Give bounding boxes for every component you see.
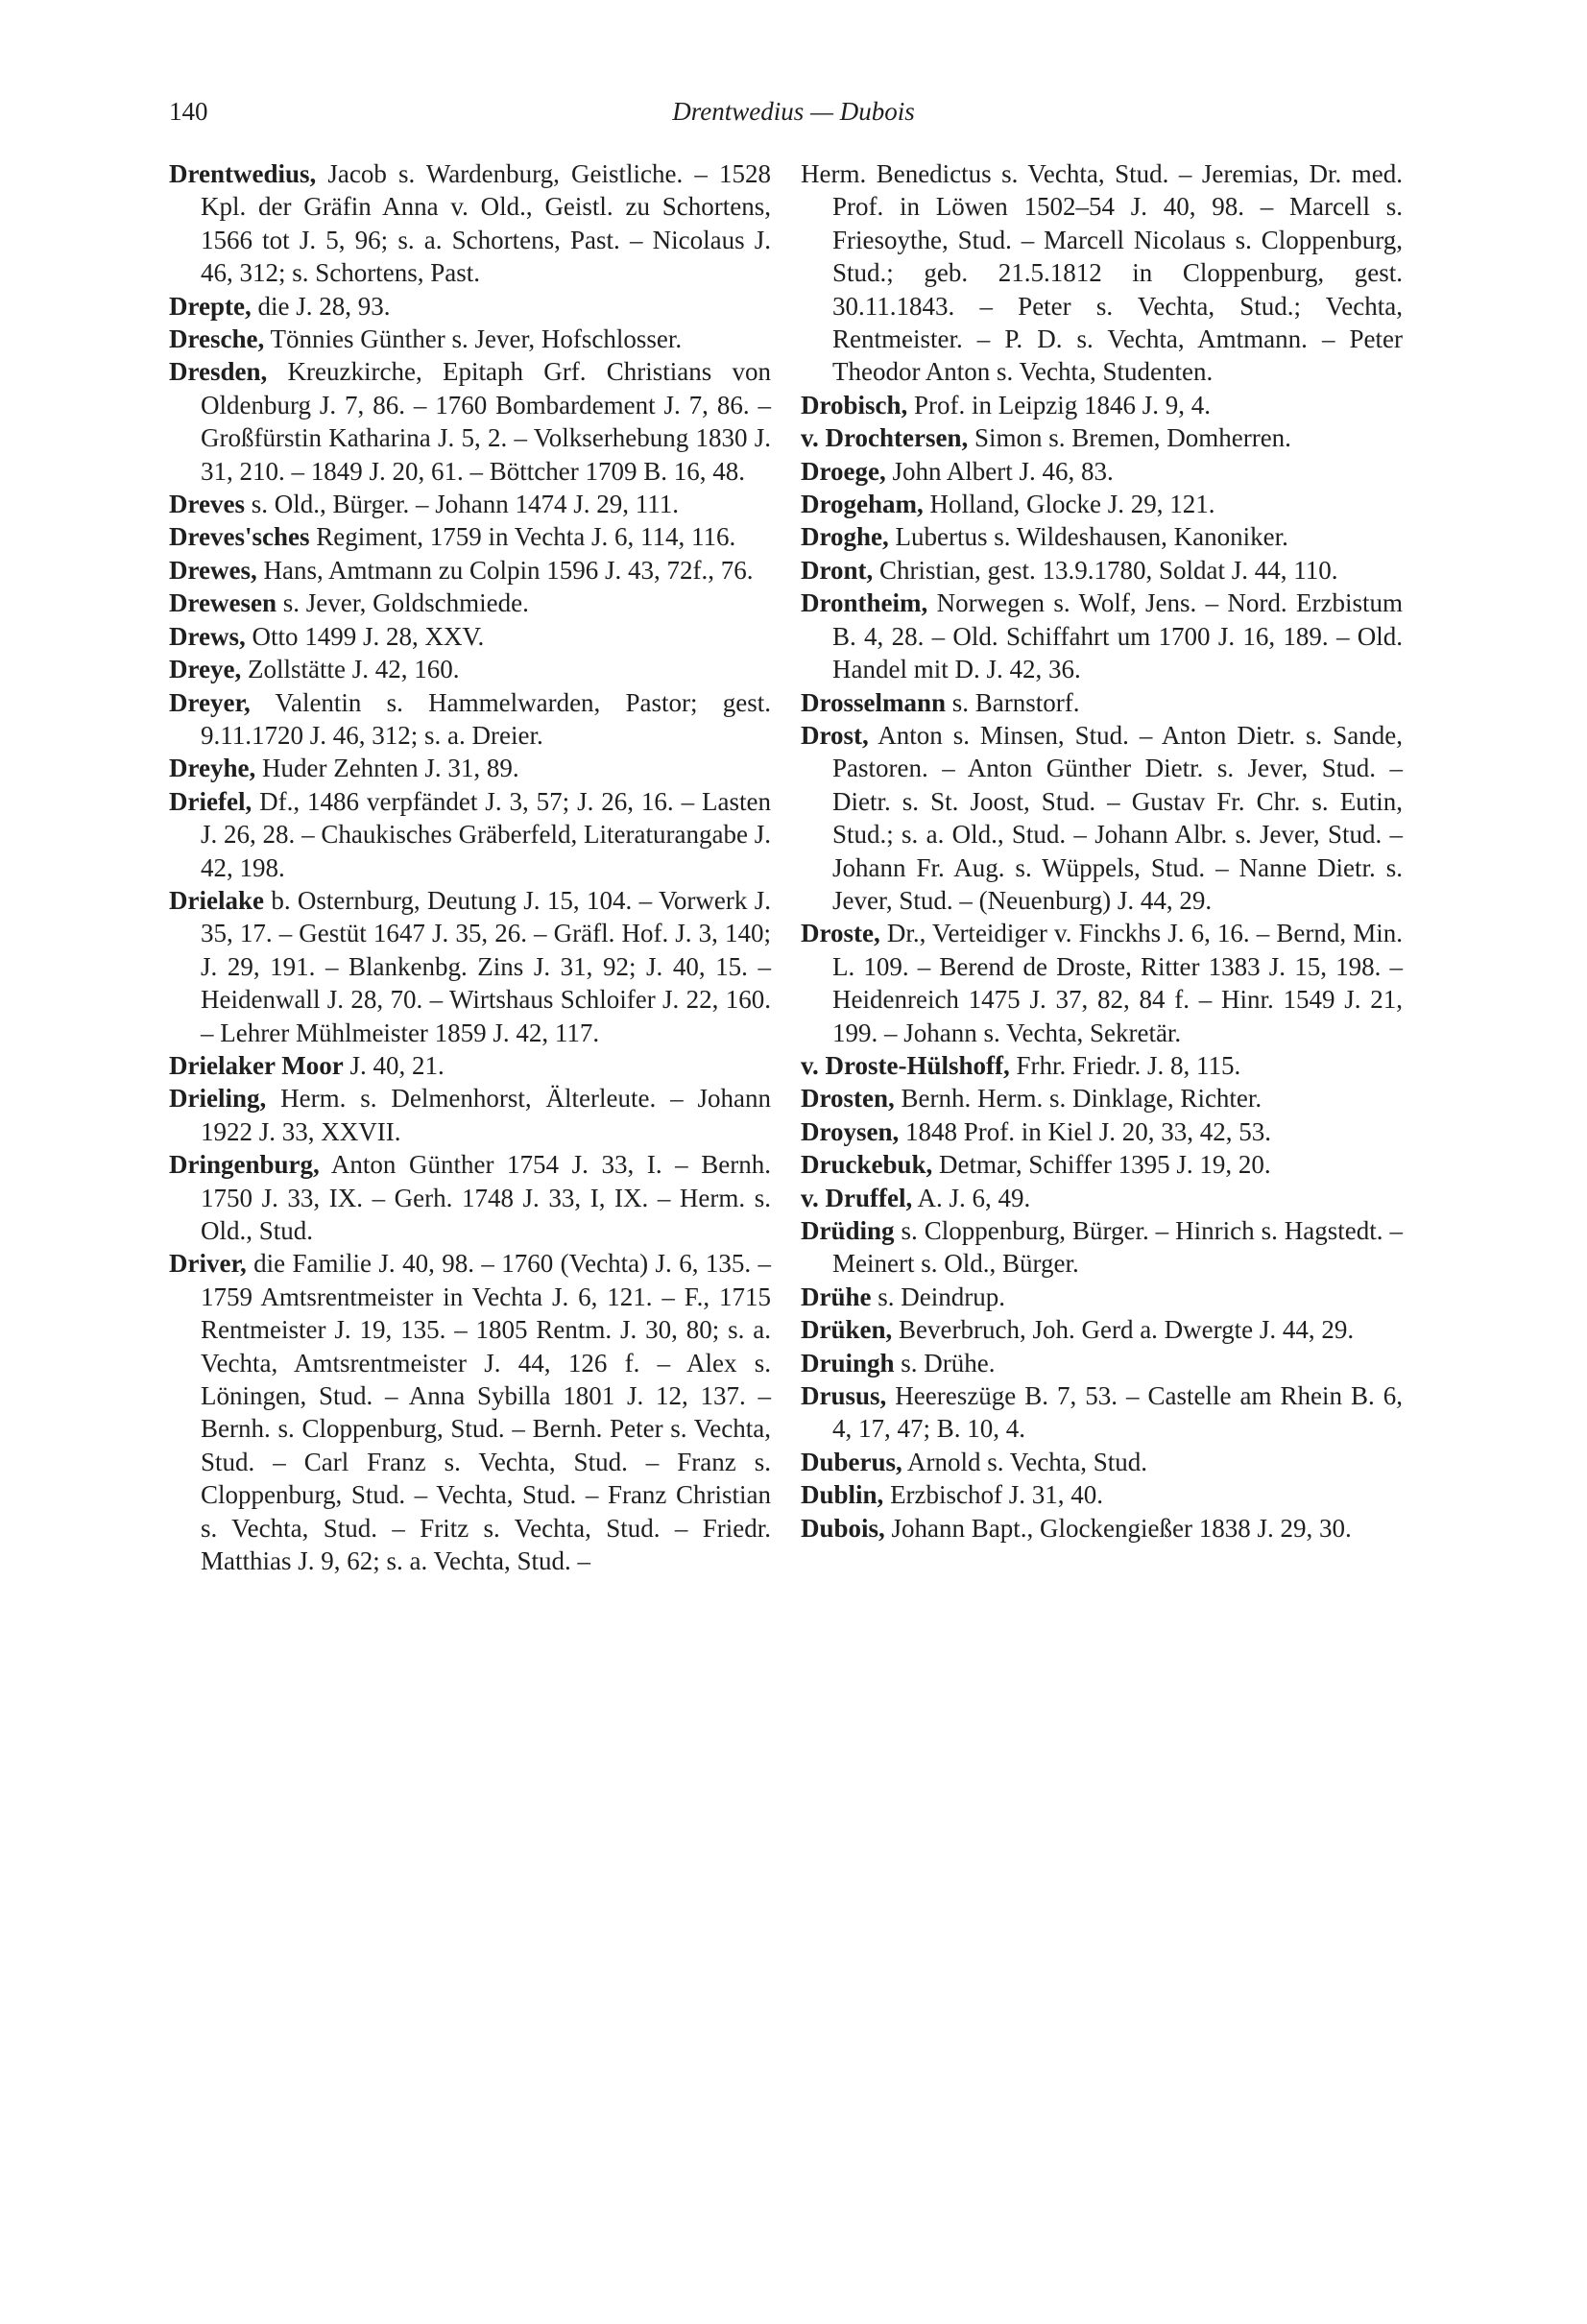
right-column — [801, 157, 1403, 1545]
index-entry — [801, 1082, 1403, 1114]
entry-keyword: Drews, — [169, 621, 246, 651]
entry-text: Kreuzkirche, Epitaph Grf. Christians von Oldenburg J. 7, 86. – 1760 Bombardement J. 7, 86. – Großfürstin Katharina J. 5, 2. – Volkserhebung 1830 J. 31, 210. – 1849 J. 20, 61. – Böttcher 1709 B. 16, 48. — [201, 357, 771, 486]
entry-text: Zollstätte J. 42, 160. — [241, 655, 460, 684]
index-entry — [801, 1049, 1403, 1082]
page-number: 140 — [169, 97, 208, 126]
entry-text: Otto 1499 J. 28, XXV. — [245, 621, 485, 651]
entry-keyword: Dreyer, — [169, 687, 251, 717]
index-entry — [169, 323, 771, 355]
entry-keyword: Dront, — [801, 555, 874, 585]
index-entry — [169, 1082, 771, 1148]
entry-keyword: Droghe, — [801, 522, 889, 552]
entry-keyword: Drielaker Moor — [169, 1050, 344, 1080]
left-column — [169, 157, 771, 1577]
entry-keyword: Droysen, — [801, 1116, 900, 1146]
entry-text: Regiment, 1759 in Vechta J. 6, 114, 116. — [309, 522, 736, 552]
index-entry — [801, 1148, 1403, 1181]
entry-text: Huder Zehnten J. 31, 89. — [255, 754, 519, 783]
entry-keyword: Drieling, — [169, 1084, 267, 1114]
entry-keyword: Dresden, — [169, 357, 268, 387]
entry-text: s. Drühe. — [894, 1348, 996, 1378]
index-entry — [169, 1049, 771, 1082]
index-entry — [169, 554, 771, 587]
index-entry — [801, 917, 1403, 1049]
entry-keyword: Drusus, — [801, 1381, 887, 1411]
index-entry — [169, 587, 771, 619]
index-entry — [801, 421, 1403, 454]
entry-text: Anton Günther 1754 J. 33, I. – Bernh. 1750 J. 33, IX. – Gerh. 1748 J. 33, I, IX. – Herm. s. Old., Stud. — [201, 1150, 771, 1245]
index-entry — [801, 587, 1403, 685]
entry-text: 1848 Prof. in Kiel J. 20, 33, 42, 53. — [899, 1116, 1272, 1146]
index-entry — [801, 520, 1403, 553]
index-entry — [801, 719, 1403, 917]
entry-text: A. J. 6, 49. — [912, 1183, 1031, 1212]
entry-text: Detmar, Schiffer 1395 J. 19, 20. — [932, 1150, 1271, 1180]
index-entry — [801, 157, 1403, 389]
entry-text: Tönnies Günther s. Jever, Hofschlosser. — [264, 324, 683, 354]
index-entry — [801, 1214, 1403, 1281]
index-entry — [801, 1347, 1403, 1379]
entry-text: Dr., Verteidiger v. Finckhs J. 6, 16. – Bernd, Min. L. 109. – Berend de Droste, Ritter 1383 J. 15, 198. – Heidenreich 1475 J. 37, 82, 84 f. – Hinr. 1549 J. 21, 199. – Johann s. Vechta, Sekretär. — [832, 919, 1403, 1047]
entry-text: s. Jever, Goldschmiede. — [276, 588, 529, 618]
index-entry — [801, 1379, 1403, 1446]
entry-text: Prof. in Leipzig 1846 J. 9, 4. — [907, 390, 1212, 419]
entry-keyword: Dringenburg, — [169, 1150, 320, 1180]
index-entry — [169, 884, 771, 1049]
entry-text: die Familie J. 40, 98. – 1760 (Vechta) J. 6, 135. – 1759 Amtsrentmeister in Vechta J. 6, 121. – F., 1715 Rentmeister J. 19, 135. – 1805 Rentm. J. 30, 80; s. a. Vechta, Amtsrentmeister J. 44, 126 f. – Alex s. Löningen, Stud. – Anna Sybilla 1801 J. 12, 137. – Bernh. s. Cloppenburg, Stud. – Bernh. Peter s. Vechta, Stud. – Carl Franz s. Vechta, Stud. – Franz s. Cloppenburg, Stud. – Vechta, Stud. – Franz Christian s. Vechta, Stud. – Fritz s. Vechta, Stud. – Friedr. Matthias J. 9, 62; s. a. Vechta, Stud. – — [201, 1249, 771, 1576]
index-entry — [169, 785, 771, 884]
index-entry — [169, 355, 771, 488]
entry-keyword: Drüding — [801, 1216, 895, 1245]
entry-text: John Albert J. 46, 83. — [885, 456, 1114, 486]
entry-keyword: Drontheim, — [801, 588, 928, 618]
entry-keyword: v. Droste-Hülshoff, — [801, 1050, 1010, 1080]
entry-text: s. Barnstorf. — [946, 687, 1080, 717]
index-entry — [169, 620, 771, 653]
index-entry — [801, 1182, 1403, 1214]
entry-keyword: Dreves'sches — [169, 522, 310, 552]
entry-text: Herm. Benedictus s. Vechta, Stud. – Jeremias, Dr. med. Prof. in Löwen 1502–54 J. 40, 98. – Marcell s. Friesoythe, Stud. – Marcell Nicolaus s. Cloppenburg, Stud.; geb. 21.5.1812 in Cloppenburg, gest. 30.11.1843. – Peter s. Vechta, Stud.; Vechta, Rentmeister. – P. D. s. Vechta, Amtmann. – Peter Theodor Anton s. Vechta, Studenten. — [801, 159, 1403, 387]
entry-keyword: Dreye, — [169, 655, 242, 684]
entry-text: die J. 28, 93. — [251, 291, 391, 321]
entry-text: Bernh. Herm. s. Dinklage, Richter. — [894, 1084, 1262, 1114]
entry-keyword: Drühe — [801, 1282, 872, 1311]
entry-text: Herm. s. Delmenhorst, Älterleute. – Johann 1922 J. 33, XXVII. — [201, 1084, 771, 1146]
index-entry — [801, 1478, 1403, 1511]
entry-keyword: Droege, — [801, 456, 886, 486]
index-entry — [801, 1281, 1403, 1313]
entry-keyword: Duberus, — [801, 1447, 902, 1476]
entry-text: s. Old., Bürger. – Johann 1474 J. 29, 111. — [244, 490, 679, 519]
entry-text: s. Cloppenburg, Bürger. – Hinrich s. Hagstedt. – Meinert s. Old., Bürger. — [832, 1216, 1403, 1279]
index-entry — [801, 1313, 1403, 1346]
entry-text: Frhr. Friedr. J. 8, 115. — [1009, 1050, 1241, 1080]
index-entry — [169, 290, 771, 323]
running-title: Drentwedius — Dubois — [672, 97, 915, 126]
index-entry — [169, 752, 771, 784]
entry-keyword: v. Druffel, — [801, 1183, 913, 1212]
index-entry — [169, 520, 771, 553]
index-entry — [801, 554, 1403, 587]
entry-keyword: Dreves — [169, 490, 245, 519]
entry-keyword: Driefel, — [169, 786, 252, 816]
entry-keyword: Drosten, — [801, 1084, 895, 1114]
entry-keyword: Dresche, — [169, 324, 265, 354]
index-entry — [801, 686, 1403, 719]
entry-text: Simon s. Bremen, Domherren. — [968, 423, 1291, 453]
entry-keyword: Drewes, — [169, 555, 257, 585]
entry-text: Johann Bapt., Glockengießer 1838 J. 29, 30. — [884, 1513, 1352, 1543]
entry-keyword: Druingh — [801, 1348, 895, 1378]
entry-text: Df., 1486 verpfändet J. 3, 57; J. 26, 16. – Lasten J. 26, 28. – Chaukisches Gräberfeld, Literaturangabe J. 42, 198. — [201, 786, 771, 882]
index-entry — [801, 1512, 1403, 1545]
entry-text: s. Deindrup. — [871, 1282, 1005, 1311]
index-entry — [801, 455, 1403, 488]
entry-text: Erzbischof J. 31, 40. — [883, 1480, 1104, 1510]
entry-text: Heereszüge B. 7, 53. – Castelle am Rhein B. 6, 4, 17, 47; B. 10, 4. — [832, 1381, 1403, 1444]
entry-keyword: Dubois, — [801, 1513, 885, 1543]
entry-text: Norwegen s. Wolf, Jens. – Nord. Erzbistum B. 4, 28. – Old. Schiffahrt um 1700 J. 16, 189. – Old. Handel mit D. J. 42, 36. — [832, 588, 1403, 684]
index-entry — [801, 1446, 1403, 1478]
entry-keyword: Droste, — [801, 919, 880, 948]
entry-text: Valentin s. Hammelwarden, Pastor; gest. 9.11.1720 J. 46, 312; s. a. Dreier. — [201, 687, 771, 750]
index-entry — [801, 1115, 1403, 1148]
entry-keyword: Drosselmann — [801, 687, 947, 717]
index-entry — [169, 488, 771, 520]
entry-keyword: Dublin, — [801, 1480, 884, 1510]
entry-text: Arnold s. Vechta, Stud. — [902, 1447, 1148, 1476]
entry-keyword: Driver, — [169, 1249, 247, 1279]
index-entry — [169, 1247, 771, 1577]
entry-text: Holland, Glocke J. 29, 121. — [923, 490, 1215, 519]
entry-text: b. Osternburg, Deutung J. 15, 104. – Vorwerk J. 35, 17. – Gestüt 1647 J. 35, 26. – Gräfl. Hof. J. 3, 140; J. 29, 191. – Blankenbg. Zins J. 31, 92; J. 40, 15. – Heidenwall J. 28, 70. – Wirtshaus Schloifer J. 22, 160. – Lehrer Mühlmeister 1859 J. 42, 117. — [201, 885, 771, 1047]
entry-text: Jacob s. Wardenburg, Geistliche. – 1528 Kpl. der Gräfin Anna v. Old., Geistl. zu Schortens, 1566 tot J. 5, 96; s. a. Schortens, Past. – Nicolaus J. 46, 312; s. Schortens, Past. — [201, 159, 771, 288]
index-entry — [169, 1148, 771, 1247]
entry-keyword: Drüken, — [801, 1315, 893, 1345]
entry-keyword: Drepte, — [169, 291, 252, 321]
entry-keyword: Drentwedius, — [169, 159, 317, 188]
entry-keyword: Dreyhe, — [169, 754, 256, 783]
entry-text: J. 40, 21. — [343, 1050, 445, 1080]
entry-text: Christian, gest. 13.9.1780, Soldat J. 44, 110. — [873, 555, 1338, 585]
entry-keyword: Drogeham, — [801, 490, 924, 519]
entry-keyword: Drewesen — [169, 588, 277, 618]
index-entry — [801, 389, 1403, 421]
entry-keyword: Drielake — [169, 885, 264, 915]
entry-text: Anton s. Minsen, Stud. – Anton Dietr. s. Sande, Pastoren. – Anton Günther Dietr. s. Jever, Stud. – Dietr. s. St. Joost, Stud. – Gustav Fr. Chr. s. Eutin, Stud.; s. a. Old., Stud. – Johann Albr. s. Jever, Stud. – Johann Fr. Aug. s. Wüppels, Stud. – Nanne Dietr. s. Jever, Stud. – (Neuenburg) J. 44, 29. — [832, 720, 1403, 915]
entry-keyword: v. Drochtersen, — [801, 423, 969, 453]
entry-keyword: Drost, — [801, 720, 869, 750]
entry-keyword: Drobisch, — [801, 390, 908, 419]
entry-text: Lubertus s. Wildeshausen, Kanoniker. — [888, 522, 1288, 552]
index-entry — [801, 488, 1403, 520]
entry-keyword: Druckebuk, — [801, 1150, 933, 1180]
entry-text: Beverbruch, Joh. Gerd a. Dwergte J. 44, 29. — [892, 1315, 1355, 1345]
entry-text: Hans, Amtmann zu Colpin 1596 J. 43, 72f., 76. — [256, 555, 754, 585]
index-entry — [169, 686, 771, 753]
index-entry — [169, 157, 771, 290]
index-entry — [169, 653, 771, 685]
